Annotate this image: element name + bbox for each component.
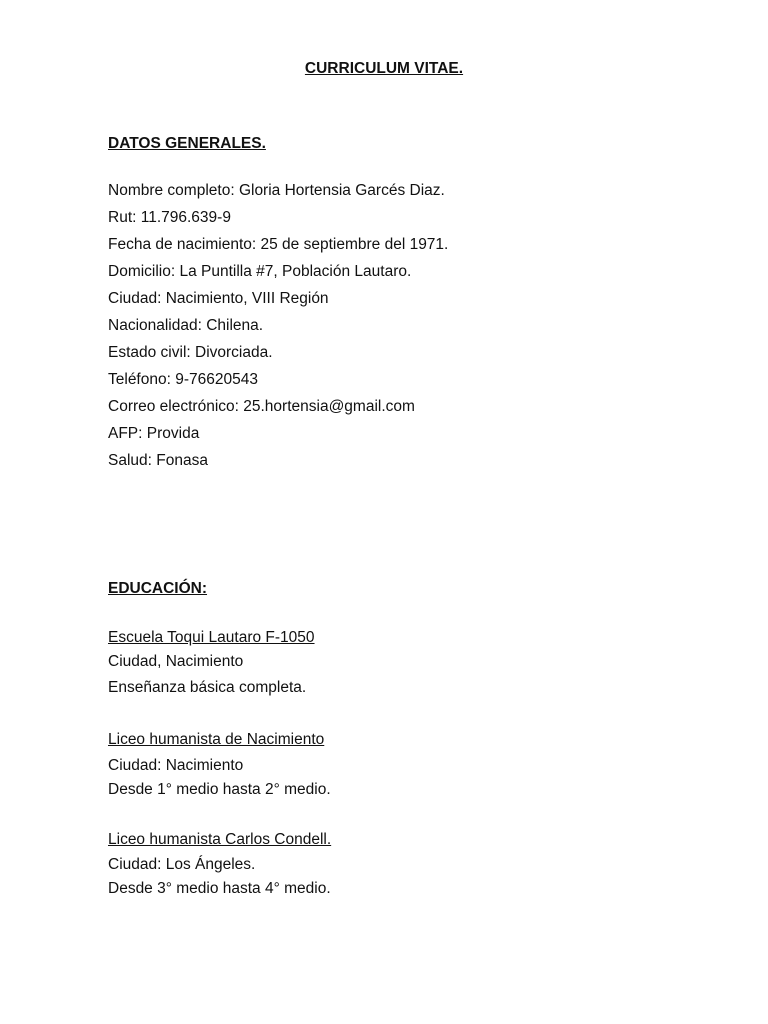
info-line-ciudad: Ciudad: Nacimiento, VIII Región (108, 290, 329, 307)
info-line-fecha-nacimiento: Fecha de nacimiento: 25 de septiembre del 1971. (108, 236, 449, 253)
info-line-telefono: Teléfono: 9-76620543 (108, 371, 258, 388)
info-line-correo: Correo electrónico: 25.hortensia@gmail.com (108, 398, 415, 415)
section-heading-educacion: EDUCACIÓN: (108, 580, 208, 597)
school-city: Ciudad: Los Ángeles. (108, 856, 256, 873)
info-line-afp: AFP: Provida (108, 425, 200, 442)
info-line-nombre: Nombre completo: Gloria Hortensia Garcés Diaz. (108, 182, 445, 199)
info-line-estado-civil: Estado civil: Divorciada. (108, 344, 273, 361)
school-city: Ciudad, Nacimiento (108, 653, 244, 670)
info-line-rut: Rut: 11.796.639-9 (108, 209, 231, 226)
school-detail: Desde 1° medio hasta 2° medio. (108, 781, 331, 798)
school-city: Ciudad: Nacimiento (108, 757, 244, 774)
school-name: Escuela Toqui Lautaro F-1050 (108, 629, 315, 646)
document-title: CURRICULUM VITAE. (304, 60, 464, 77)
school-name: Liceo humanista Carlos Condell. (108, 831, 332, 848)
section-heading-datos-generales: DATOS GENERALES. (108, 135, 266, 152)
school-detail: Enseñanza básica completa. (108, 679, 307, 696)
school-name: Liceo humanista de Nacimiento (108, 731, 325, 748)
info-line-domicilio: Domicilio: La Puntilla #7, Población Lautaro. (108, 263, 412, 280)
info-line-salud: Salud: Fonasa (108, 452, 208, 469)
school-detail: Desde 3° medio hasta 4° medio. (108, 880, 331, 897)
info-line-nacionalidad: Nacionalidad: Chilena. (108, 317, 264, 334)
